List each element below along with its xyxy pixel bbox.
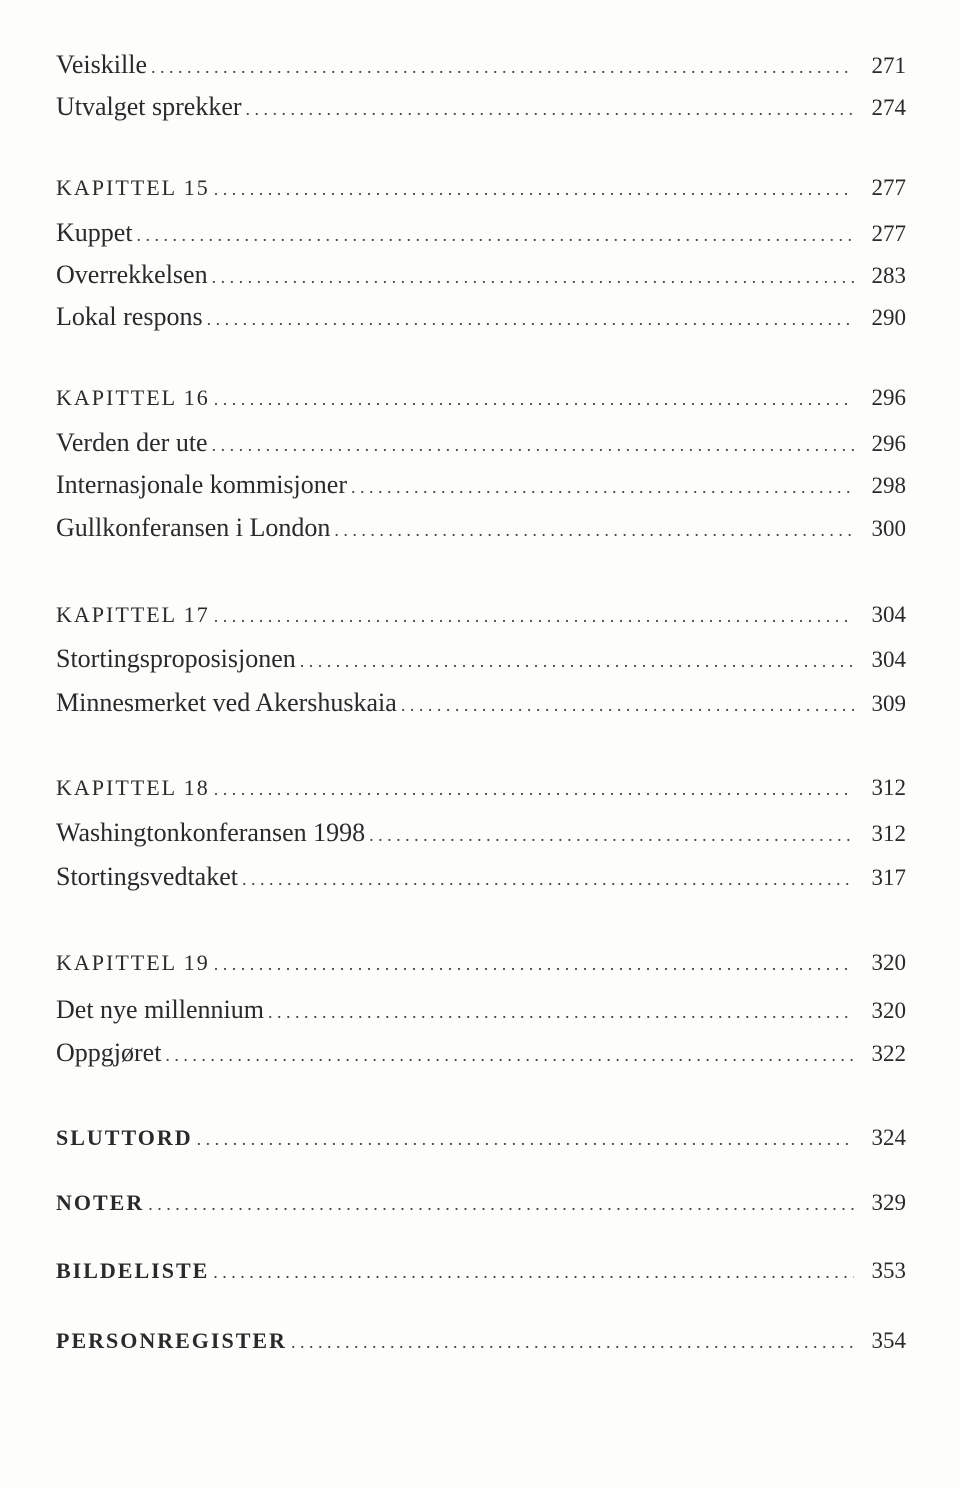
toc-entry (56, 688, 906, 728)
entry-title: Lokal respons (56, 302, 203, 331)
dot-leader (214, 779, 854, 800)
toc-entry (56, 1038, 906, 1078)
dot-leader (214, 954, 854, 975)
dot-leader (268, 1002, 854, 1023)
toc-entry (56, 92, 906, 132)
dot-leader (207, 309, 854, 330)
entry-title: BILDELISTE (56, 1258, 210, 1283)
entry-title: Stortingsproposisjonen (56, 644, 296, 673)
toc-entry (56, 428, 906, 468)
toc-entry (56, 644, 906, 684)
dot-leader (214, 179, 854, 200)
entry-title: KAPITTEL 19 (56, 950, 210, 975)
entry-title: KAPITTEL 17 (56, 602, 210, 627)
entry-page: 271 (871, 53, 906, 78)
entry-title: KAPITTEL 15 (56, 175, 210, 200)
entry-page: 322 (871, 1041, 906, 1066)
toc-entry (56, 218, 906, 258)
dot-leader (214, 606, 854, 627)
entry-page: 309 (871, 691, 906, 716)
toc-entry (56, 302, 906, 342)
dot-leader (151, 57, 854, 78)
dot-leader (246, 99, 854, 120)
chapter-heading (56, 175, 906, 215)
dot-leader (351, 477, 854, 498)
entry-page: 329 (871, 1190, 906, 1215)
entry-title: Utvalget sprekker (56, 92, 242, 121)
entry-page: 320 (871, 950, 906, 975)
entry-page: 296 (871, 385, 906, 410)
dot-leader (334, 520, 854, 541)
toc-entry (56, 513, 906, 553)
entry-page: 277 (871, 175, 906, 200)
entry-page: 304 (871, 647, 906, 672)
dot-leader (291, 1332, 854, 1353)
backmatter-heading (56, 1190, 906, 1230)
toc-entry (56, 862, 906, 902)
entry-page: 300 (871, 516, 906, 541)
backmatter-heading (56, 1328, 906, 1368)
entry-title: Oppgjøret (56, 1038, 162, 1067)
entry-title: Verden der ute (56, 428, 208, 457)
dot-leader (197, 1129, 854, 1150)
dot-leader (165, 1045, 854, 1066)
chapter-heading (56, 602, 906, 642)
chapter-heading (56, 950, 906, 990)
toc-entry (56, 470, 906, 510)
dot-leader (300, 651, 854, 672)
dot-leader (213, 1262, 854, 1283)
entry-title: Minnesmerket ved Akershuskaia (56, 688, 397, 717)
entry-page: 354 (871, 1328, 906, 1353)
entry-title: KAPITTEL 16 (56, 385, 210, 410)
dot-leader (212, 267, 854, 288)
dot-leader (401, 695, 854, 716)
entry-page: 312 (871, 775, 906, 800)
entry-page: 298 (871, 473, 906, 498)
dot-leader (212, 435, 854, 456)
entry-title: PERSONREGISTER (56, 1328, 287, 1353)
entry-title: Veiskille (56, 50, 147, 79)
entry-page: 296 (871, 431, 906, 456)
entry-title: Overrekkelsen (56, 260, 208, 289)
dot-leader (137, 225, 854, 246)
entry-page: 324 (871, 1125, 906, 1150)
entry-title: KAPITTEL 18 (56, 775, 210, 800)
toc-entry (56, 995, 906, 1035)
dot-leader (214, 389, 854, 410)
entry-title: Gullkonferansen i London (56, 513, 331, 542)
chapter-heading (56, 385, 906, 425)
entry-page: 320 (871, 998, 906, 1023)
backmatter-heading (56, 1258, 906, 1298)
chapter-heading (56, 775, 906, 815)
toc-entry (56, 50, 906, 90)
entry-title: Stortingsvedtaket (56, 862, 238, 891)
entry-page: 312 (871, 821, 906, 846)
dot-leader (369, 825, 854, 846)
entry-page: 353 (871, 1258, 906, 1283)
entry-title: NOTER (56, 1190, 145, 1215)
entry-title: Washingtonkonferansen 1998 (56, 818, 366, 847)
entry-page: 304 (871, 602, 906, 627)
dot-leader (148, 1194, 854, 1215)
entry-title: Det nye millennium (56, 995, 264, 1024)
dot-leader (242, 869, 854, 890)
entry-page: 274 (871, 95, 906, 120)
toc-entry (56, 260, 906, 300)
entry-page: 317 (871, 865, 906, 890)
entry-page: 283 (871, 263, 906, 288)
backmatter-heading (56, 1125, 906, 1165)
entry-title: Internasjonale kommisjoner (56, 470, 347, 499)
entry-page: 277 (871, 221, 906, 246)
toc-entry (56, 818, 906, 858)
entry-page: 290 (871, 305, 906, 330)
entry-title: Kuppet (56, 218, 133, 247)
entry-title: SLUTTORD (56, 1125, 193, 1150)
